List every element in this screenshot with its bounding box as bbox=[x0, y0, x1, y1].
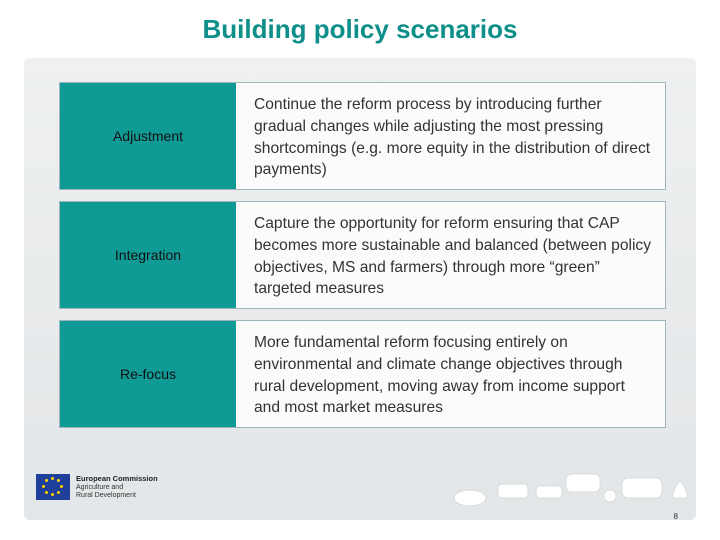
scenario-description: Continue the reform process by introducing further gradual changes while adjusting the most pressing shortcomings (e.g. more equity in the distribution of direct payments) bbox=[254, 96, 651, 179]
org-dept-line1: Agriculture and bbox=[76, 483, 124, 491]
scenario-label: Integration bbox=[60, 202, 236, 308]
org-name: European Commission bbox=[76, 473, 158, 483]
scenario-row-adjustment bbox=[59, 82, 666, 190]
scenario-label: Re-focus bbox=[60, 321, 236, 427]
slide-title: Building policy scenarios bbox=[202, 14, 518, 44]
org-dept-line2: Rural Development bbox=[76, 491, 136, 499]
page-number: 8 bbox=[673, 512, 678, 521]
scenario-row-refocus bbox=[59, 320, 666, 428]
farm-animals-illustration bbox=[440, 456, 700, 516]
scenario-label: Adjustment bbox=[60, 83, 236, 189]
eu-flag-icon bbox=[36, 474, 70, 500]
scenario-row-integration bbox=[59, 201, 666, 309]
european-commission-logo bbox=[36, 474, 158, 500]
scenario-description: Capture the opportunity for reform ensuring that CAP becomes more sustainable and balanced (between policy objectives, MS and farmers) through more “green” targeted measures bbox=[254, 215, 652, 298]
scenario-description: More fundamental reform focusing entirely on environmental and climate change objectives through rural development, moving away from income support and most market measures bbox=[254, 334, 625, 417]
